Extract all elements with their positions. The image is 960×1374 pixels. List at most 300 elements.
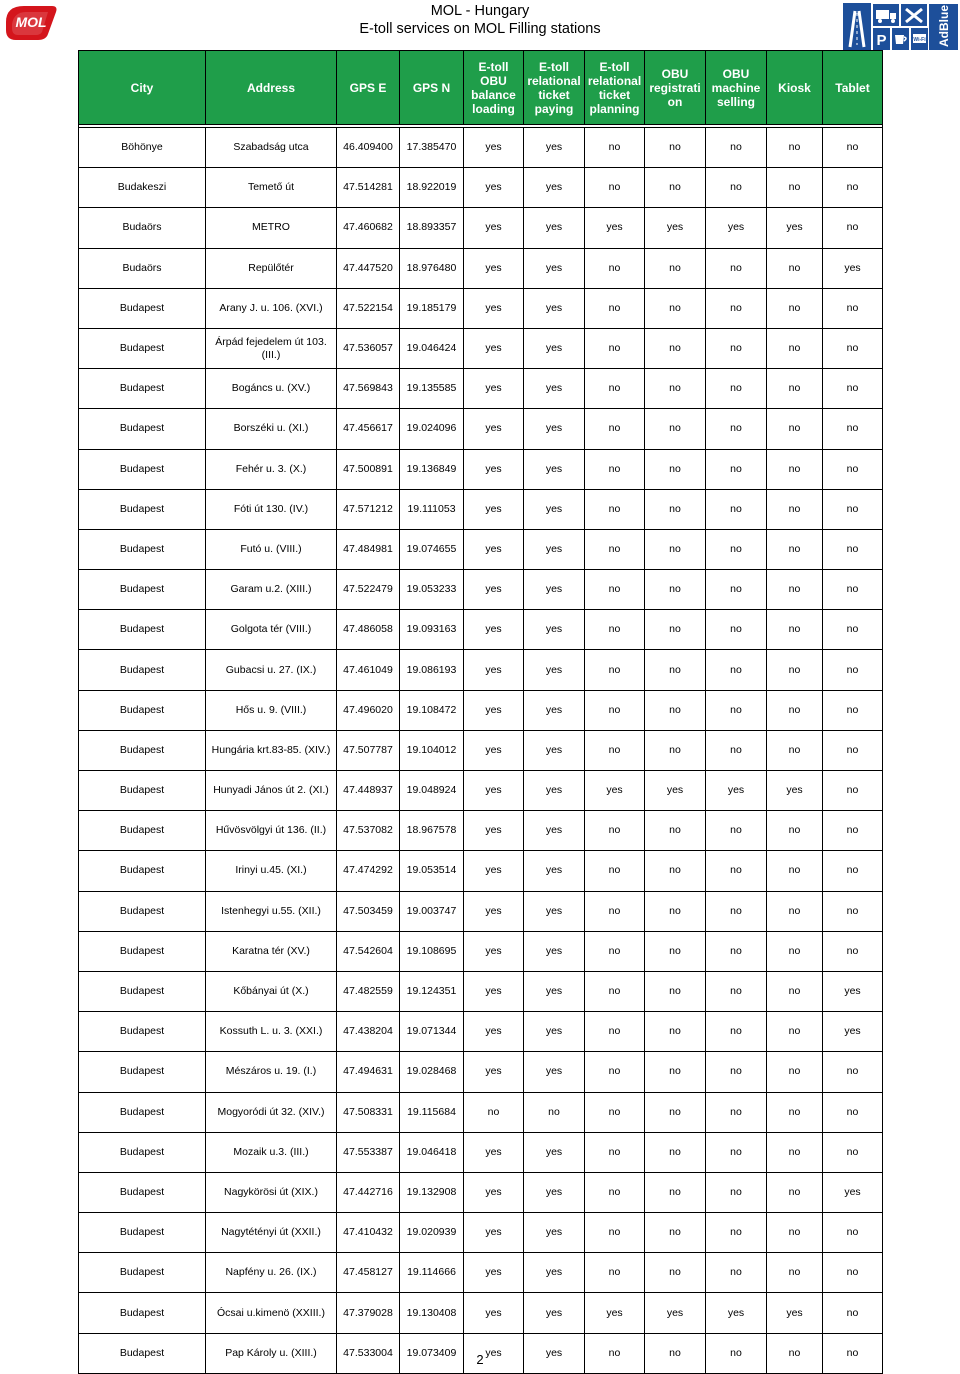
table-row [79,1172,883,1212]
cell-tablet: no [823,1052,883,1092]
table-row [79,570,883,610]
cell-kiosk: no [767,328,823,368]
table-row [79,1213,883,1253]
cell-gps-n: 18.893357 [400,208,464,248]
cell-tablet: no [823,208,883,248]
cell-ticket-planning: no [585,1012,645,1052]
cell-obu-machine-selling: no [706,931,767,971]
cell-ticket-paying: yes [524,771,585,811]
cell-obu-registration: no [645,931,706,971]
cell-obu-registration: no [645,168,706,208]
cell-balance-loading: yes [464,1132,524,1172]
cell-address: Repülőtér [206,248,337,288]
cell-tablet: no [823,931,883,971]
cell-obu-machine-selling: no [706,1213,767,1253]
tools-icon [901,4,927,26]
cell-gps-e: 47.448937 [337,771,400,811]
cell-obu-registration: no [645,570,706,610]
cell-balance-loading: yes [464,489,524,529]
cell-obu-machine-selling: yes [706,771,767,811]
cell-city: Budapest [79,409,206,449]
cell-balance-loading: yes [464,1333,524,1373]
cell-gps-e: 47.500891 [337,449,400,489]
cell-obu-machine-selling: no [706,288,767,328]
cell-gps-e: 47.508331 [337,1092,400,1132]
table-row [79,529,883,569]
cell-balance-loading: yes [464,771,524,811]
cell-kiosk: yes [767,208,823,248]
cell-tablet: yes [823,248,883,288]
cell-balance-loading: no [464,1092,524,1132]
cell-obu-registration: no [645,1172,706,1212]
cell-balance-loading: yes [464,529,524,569]
cell-gps-n: 19.104012 [400,730,464,770]
table-row [79,1293,883,1333]
cell-balance-loading: yes [464,610,524,650]
cell-balance-loading: yes [464,449,524,489]
cell-address: Pap Károly u. (XIII.) [206,1333,337,1373]
cell-city: Budakeszi [79,168,206,208]
cell-ticket-paying: yes [524,1132,585,1172]
cell-city: Budapest [79,1052,206,1092]
cell-kiosk: no [767,811,823,851]
cell-ticket-paying: yes [524,1172,585,1212]
cell-balance-loading: yes [464,128,524,168]
cell-tablet: no [823,328,883,368]
cell-obu-machine-selling: no [706,1172,767,1212]
cell-address: Istenhegyi u.55. (XII.) [206,891,337,931]
toll-road-sign-icon [843,3,871,51]
cell-gps-n: 17.385470 [400,128,464,168]
cell-kiosk: no [767,610,823,650]
cell-tablet: no [823,1253,883,1293]
cell-city: Budapest [79,1213,206,1253]
cell-obu-registration: no [645,489,706,529]
cell-gps-n: 18.967578 [400,811,464,851]
cell-kiosk: no [767,931,823,971]
cell-ticket-planning: no [585,1253,645,1293]
cell-gps-e: 47.461049 [337,650,400,690]
cell-obu-machine-selling: no [706,971,767,1011]
cell-ticket-planning: no [585,931,645,971]
cell-gps-e: 47.442716 [337,1172,400,1212]
cell-ticket-planning: no [585,489,645,529]
cell-gps-e: 47.456617 [337,409,400,449]
cell-gps-n: 19.135585 [400,369,464,409]
cell-gps-e: 47.484981 [337,529,400,569]
cell-gps-n: 19.115684 [400,1092,464,1132]
cell-obu-registration: no [645,369,706,409]
stations-table [78,50,883,1374]
column-header-city: City [79,51,206,125]
cell-obu-machine-selling: no [706,851,767,891]
table-row [79,1012,883,1052]
cell-obu-machine-selling: no [706,1012,767,1052]
cell-obu-machine-selling: no [706,489,767,529]
column-header-kiosk: Kiosk [767,51,823,125]
truck-icon [873,4,899,26]
cell-address: Kőbányai út (X.) [206,971,337,1011]
cell-kiosk: no [767,409,823,449]
column-header-tablet: Tablet [823,51,883,125]
cell-gps-n: 19.053233 [400,570,464,610]
cell-kiosk: no [767,369,823,409]
cell-obu-machine-selling: no [706,811,767,851]
cell-ticket-paying: yes [524,288,585,328]
cell-balance-loading: yes [464,570,524,610]
table-row [79,489,883,529]
cell-tablet: yes [823,1012,883,1052]
cell-kiosk: no [767,570,823,610]
cell-gps-n: 19.073409 [400,1333,464,1373]
cell-ticket-paying: yes [524,891,585,931]
cell-kiosk: no [767,1253,823,1293]
cell-obu-machine-selling: no [706,1333,767,1373]
cell-address: Garam u.2. (XIII.) [206,570,337,610]
cell-gps-e: 47.503459 [337,891,400,931]
cell-city: Budapest [79,1253,206,1293]
cell-obu-machine-selling: yes [706,1293,767,1333]
cell-address: Hűvösvölgyi út 136. (II.) [206,811,337,851]
column-header-address: Address [206,51,337,125]
cell-ticket-planning: no [585,971,645,1011]
cell-kiosk: no [767,489,823,529]
cell-obu-registration: no [645,811,706,851]
cell-obu-registration: yes [645,771,706,811]
cell-gps-n: 19.108695 [400,931,464,971]
cell-ticket-planning: no [585,128,645,168]
title-line-2: E-toll services on MOL Filling stations [359,21,601,37]
cell-city: Budapest [79,328,206,368]
cell-city: Budapest [79,369,206,409]
cell-gps-e: 47.569843 [337,369,400,409]
cell-obu-machine-selling: no [706,529,767,569]
cell-gps-n: 19.003747 [400,891,464,931]
cell-ticket-paying: yes [524,1293,585,1333]
cell-ticket-planning: no [585,369,645,409]
cell-gps-n: 19.185179 [400,288,464,328]
table-row [79,288,883,328]
cell-ticket-paying: yes [524,248,585,288]
cell-city: Budapest [79,1172,206,1212]
cell-obu-machine-selling: no [706,1132,767,1172]
cell-ticket-planning: yes [585,1293,645,1333]
cell-kiosk: no [767,248,823,288]
table-row [79,1253,883,1293]
cell-ticket-paying: yes [524,851,585,891]
cell-address: Mozaik u.3. (III.) [206,1132,337,1172]
cell-kiosk: no [767,690,823,730]
cell-gps-e: 47.482559 [337,971,400,1011]
page-number: 2 [476,1352,484,1367]
cell-obu-registration: no [645,128,706,168]
cell-ticket-planning: no [585,1092,645,1132]
cell-obu-registration: no [645,1333,706,1373]
cell-city: Budapest [79,730,206,770]
cell-balance-loading: yes [464,1293,524,1333]
cell-gps-e: 47.494631 [337,1052,400,1092]
cell-gps-n: 19.114666 [400,1253,464,1293]
cell-gps-n: 19.028468 [400,1052,464,1092]
cell-address: Irinyi u.45. (XI.) [206,851,337,891]
table-row [79,771,883,811]
cell-gps-e: 47.438204 [337,1012,400,1052]
cell-ticket-planning: no [585,168,645,208]
cell-gps-e: 47.571212 [337,489,400,529]
cell-city: Budaörs [79,248,206,288]
cell-kiosk: no [767,288,823,328]
cell-gps-n: 19.048924 [400,771,464,811]
cell-address: Mogyoródi út 32. (XIV.) [206,1092,337,1132]
cell-city: Budapest [79,690,206,730]
cell-ticket-planning: yes [585,771,645,811]
cell-gps-n: 19.108472 [400,690,464,730]
cell-address: Hunyadi János út 2. (XI.) [206,771,337,811]
table-row [79,208,883,248]
cell-city: Budapest [79,610,206,650]
cell-ticket-planning: no [585,1132,645,1172]
cell-tablet: no [823,1333,883,1373]
cell-ticket-paying: yes [524,168,585,208]
cell-ticket-planning: no [585,610,645,650]
table-row [79,1132,883,1172]
cell-kiosk: no [767,891,823,931]
cell-ticket-planning: no [585,409,645,449]
column-header-gps-e: GPS E [337,51,400,125]
cell-obu-machine-selling: no [706,248,767,288]
cell-gps-e: 47.410432 [337,1213,400,1253]
cell-obu-machine-selling: no [706,730,767,770]
cell-tablet: no [823,1132,883,1172]
cell-address: Nagykörösi út (XIX.) [206,1172,337,1212]
cell-gps-n: 19.053514 [400,851,464,891]
cell-city: Budapest [79,931,206,971]
cell-ticket-planning: no [585,650,645,690]
cell-ticket-paying: yes [524,690,585,730]
cell-kiosk: no [767,1052,823,1092]
cell-address: Kossuth L. u. 3. (XXI.) [206,1012,337,1052]
cell-ticket-paying: yes [524,1253,585,1293]
cell-address: Nagytétényi út (XXII.) [206,1213,337,1253]
cell-obu-machine-selling: no [706,690,767,730]
table-row [79,891,883,931]
table-row [79,610,883,650]
cell-address: Karatna tér (XV.) [206,931,337,971]
cell-gps-n: 19.074655 [400,529,464,569]
cell-tablet: no [823,730,883,770]
cell-obu-machine-selling: yes [706,208,767,248]
cell-address: Napfény u. 26. (IX.) [206,1253,337,1293]
column-header-obu-registration: OBU registrati on [645,51,706,125]
column-header-gps-n: GPS N [400,51,464,125]
cell-obu-machine-selling: no [706,128,767,168]
cell-gps-n: 19.130408 [400,1293,464,1333]
cell-gps-n: 19.071344 [400,1012,464,1052]
cell-tablet: no [823,369,883,409]
cell-address: Mészáros u. 19. (I.) [206,1052,337,1092]
cell-gps-e: 47.522479 [337,570,400,610]
cell-gps-n: 18.922019 [400,168,464,208]
cell-ticket-planning: no [585,449,645,489]
cell-ticket-paying: yes [524,328,585,368]
cell-balance-loading: yes [464,730,524,770]
cell-gps-n: 19.086193 [400,650,464,690]
cell-ticket-paying: yes [524,529,585,569]
cell-kiosk: yes [767,771,823,811]
cell-city: Budapest [79,1092,206,1132]
table-row [79,730,883,770]
cell-ticket-paying: yes [524,489,585,529]
cell-tablet: no [823,610,883,650]
table-row [79,971,883,1011]
cell-gps-n: 19.024096 [400,409,464,449]
cell-gps-e: 47.514281 [337,168,400,208]
cell-gps-n: 19.136849 [400,449,464,489]
cell-balance-loading: yes [464,811,524,851]
cell-address: Ócsai u.kimenö (XXIII.) [206,1293,337,1333]
cell-address: Fehér u. 3. (X.) [206,449,337,489]
cell-obu-machine-selling: no [706,1052,767,1092]
column-header-balance-loading: E-toll OBU balance loading [464,51,524,125]
cell-ticket-planning: no [585,851,645,891]
cell-tablet: no [823,449,883,489]
cell-balance-loading: yes [464,1253,524,1293]
cell-kiosk: no [767,1172,823,1212]
cell-kiosk: no [767,730,823,770]
cell-obu-registration: no [645,891,706,931]
cell-kiosk: no [767,1092,823,1132]
cell-ticket-planning: no [585,1213,645,1253]
cell-address: Hős u. 9. (VIII.) [206,690,337,730]
cell-kiosk: no [767,851,823,891]
cell-obu-machine-selling: no [706,449,767,489]
cell-tablet: no [823,529,883,569]
table-row [79,851,883,891]
cell-city: Budapest [79,851,206,891]
column-header-ticket-paying: E-toll relational ticket paying [524,51,585,125]
cell-tablet: no [823,1213,883,1253]
cell-city: Budapest [79,1132,206,1172]
cell-ticket-paying: yes [524,208,585,248]
cell-obu-machine-selling: no [706,1092,767,1132]
cell-gps-e: 47.537082 [337,811,400,851]
cell-ticket-paying: yes [524,1012,585,1052]
cell-balance-loading: yes [464,1213,524,1253]
cell-gps-n: 19.111053 [400,489,464,529]
cell-city: Budapest [79,288,206,328]
cell-balance-loading: yes [464,248,524,288]
cell-kiosk: no [767,449,823,489]
cell-kiosk: no [767,1213,823,1253]
cell-ticket-planning: no [585,1052,645,1092]
cell-balance-loading: yes [464,409,524,449]
cell-obu-machine-selling: no [706,891,767,931]
cell-tablet: no [823,1293,883,1333]
table-row [79,128,883,168]
svg-text:Wi-Fi: Wi-Fi [913,37,926,43]
cell-ticket-paying: yes [524,730,585,770]
cell-balance-loading: yes [464,168,524,208]
cell-city: Budapest [79,449,206,489]
cell-gps-e: 47.553387 [337,1132,400,1172]
mol-logo-text: MOL [15,14,47,30]
cell-balance-loading: yes [464,690,524,730]
cell-balance-loading: yes [464,891,524,931]
cell-obu-machine-selling: no [706,409,767,449]
title-line-1: MOL - Hungary [430,3,530,19]
table-row [79,328,883,368]
cell-address: METRO [206,208,337,248]
cell-address: Temető út [206,168,337,208]
cell-balance-loading: yes [464,851,524,891]
cup-icon [892,28,909,50]
cell-gps-e: 47.522154 [337,288,400,328]
header-row [79,51,883,125]
cell-obu-registration: no [645,1052,706,1092]
cell-obu-registration: no [645,409,706,449]
svg-text:AdBlue: AdBlue [937,5,951,47]
table-row [79,690,883,730]
cell-balance-loading: yes [464,1012,524,1052]
cell-ticket-planning: no [585,730,645,770]
cell-balance-loading: yes [464,650,524,690]
cell-ticket-paying: yes [524,971,585,1011]
cell-obu-registration: no [645,1012,706,1052]
column-header-obu-machine-selling: OBU machine selling [706,51,767,125]
cell-kiosk: no [767,168,823,208]
cell-ticket-paying: yes [524,570,585,610]
cell-tablet: no [823,409,883,449]
cell-address: Gubacsi u. 27. (IX.) [206,650,337,690]
cell-ticket-planning: no [585,529,645,569]
cell-city: Budaörs [79,208,206,248]
adblue-icon [929,4,958,50]
cell-balance-loading: yes [464,1172,524,1212]
cell-city: Budapest [79,1012,206,1052]
cell-obu-registration: no [645,1253,706,1293]
cell-obu-registration: no [645,690,706,730]
cell-balance-loading: yes [464,208,524,248]
cell-obu-registration: no [645,971,706,1011]
cell-obu-machine-selling: no [706,650,767,690]
cell-gps-n: 19.046418 [400,1132,464,1172]
cell-ticket-paying: yes [524,1052,585,1092]
cell-address: Szabadság utca [206,128,337,168]
cell-gps-n: 18.976480 [400,248,464,288]
cell-city: Budapest [79,489,206,529]
cell-kiosk: no [767,1333,823,1373]
cell-city: Budapest [79,1293,206,1333]
cell-tablet: no [823,690,883,730]
cell-city: Budapest [79,650,206,690]
cell-tablet: no [823,489,883,529]
cell-obu-machine-selling: no [706,369,767,409]
cell-obu-registration: no [645,610,706,650]
cell-gps-e: 47.379028 [337,1293,400,1333]
parking-icon [873,28,890,50]
cell-ticket-paying: yes [524,128,585,168]
cell-obu-registration: yes [645,208,706,248]
cell-city: Budapest [79,891,206,931]
column-header-ticket-planning: E-toll relational ticket planning [585,51,645,125]
service-icons [843,3,958,51]
table-row [79,650,883,690]
cell-ticket-paying: yes [524,1213,585,1253]
cell-obu-machine-selling: no [706,168,767,208]
table-row [79,409,883,449]
cell-ticket-paying: yes [524,931,585,971]
cell-tablet: no [823,168,883,208]
